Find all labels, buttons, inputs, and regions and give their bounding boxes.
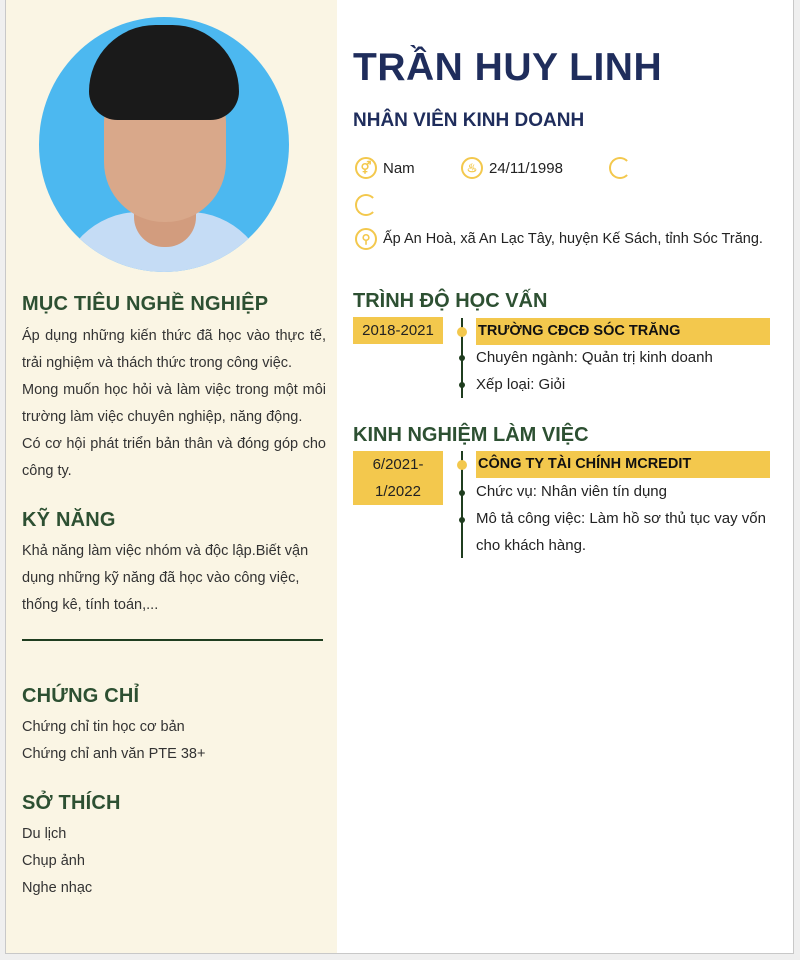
- skills-text: Khả năng làm việc nhóm và độc lập.Biết vận dụng những kỹ năng đã học vào công việc, thống kê, tính toán,...: [22, 543, 309, 613]
- contact-email: [355, 194, 383, 216]
- hobby-item: Du lịch: [22, 826, 67, 842]
- objective-heading: MỤC TIÊU NGHỀ NGHIỆP: [22, 293, 269, 315]
- cv-page: [5, 0, 794, 954]
- experience-date-start: 6/2021-: [372, 456, 424, 473]
- bullet-dot: [459, 382, 465, 388]
- bullet-dot: [459, 355, 465, 361]
- skills-heading: KỸ NĂNG: [22, 509, 116, 531]
- map-location-icon: ⚲: [355, 228, 377, 250]
- hobbies-list: [22, 821, 92, 902]
- timeline-dot: [457, 327, 467, 337]
- objective-paragraph: Có cơ hội phát triển bản thân và đóng góp cho công ty.: [22, 436, 326, 479]
- sidebar: [6, 0, 337, 953]
- birthday-value: 24/11/1998: [489, 159, 563, 177]
- gender-value: Nam: [383, 159, 415, 177]
- gender-icon: ⚥: [355, 157, 377, 179]
- candidate-name: TRẦN HUY LINH: [353, 46, 663, 89]
- job-title: NHÂN VIÊN KINH DOANH: [353, 110, 585, 131]
- address-value: Ấp An Hoà, xã An Lạc Tây, huyện Kế Sách, tỉnh Sóc Trăng.: [383, 231, 763, 247]
- education-school: TRƯỜNG CĐCĐ SÓC TRĂNG: [476, 318, 770, 345]
- bullet-dot: [459, 517, 465, 523]
- experience-date: [353, 451, 443, 505]
- avatar-hair: [89, 25, 239, 120]
- divider: [22, 639, 323, 641]
- certificates-list: [22, 714, 205, 768]
- experience-detail: Chức vụ: Nhân viên tín dụng: [476, 483, 667, 500]
- timeline-dot: [457, 460, 467, 470]
- hobbies-heading: SỞ THÍCH: [22, 792, 121, 814]
- email-icon: [355, 194, 377, 216]
- experience-date-end: 1/2022: [375, 483, 421, 500]
- bullet-dot: [459, 490, 465, 496]
- hobby-item: Nghe nhạc: [22, 880, 93, 896]
- birthday-cake-icon: ♨: [461, 157, 483, 179]
- experience-heading: KINH NGHIỆM LÀM VIỆC: [353, 424, 589, 446]
- contact-phone: [609, 157, 637, 179]
- certificate-item: Chứng chỉ anh văn PTE 38+: [22, 746, 206, 762]
- education-heading: TRÌNH ĐỘ HỌC VẤN: [353, 290, 548, 312]
- contact-gender: [355, 157, 415, 179]
- education-date: 2018-2021: [353, 317, 443, 344]
- experience-company: CÔNG TY TÀI CHÍNH MCREDIT: [476, 451, 770, 478]
- education-detail: Xếp loại: Giỏi: [476, 376, 566, 393]
- certificates-heading: CHỨNG CHỈ: [22, 685, 140, 707]
- objective-paragraph: Mong muốn học hỏi và làm việc trong một môi trường làm việc chuyên nghiệp, năng động.: [22, 382, 326, 425]
- contact-address: [355, 228, 763, 250]
- contact-birthday: [461, 157, 563, 179]
- experience-detail: Mô tả công việc: Làm hồ sơ thủ tục vay vốn cho khách hàng.: [476, 510, 766, 554]
- education-detail: Chuyên ngành: Quản trị kinh doanh: [476, 349, 713, 366]
- avatar: [39, 17, 289, 272]
- certificate-item: Chứng chỉ tin học cơ bản: [22, 719, 185, 735]
- objective-paragraph: Áp dụng những kiến thức đã học vào thực tế, trải nghiệm và thách thức trong công việc.: [22, 328, 326, 371]
- phone-icon: [609, 157, 631, 179]
- hobby-item: Chụp ảnh: [22, 853, 85, 869]
